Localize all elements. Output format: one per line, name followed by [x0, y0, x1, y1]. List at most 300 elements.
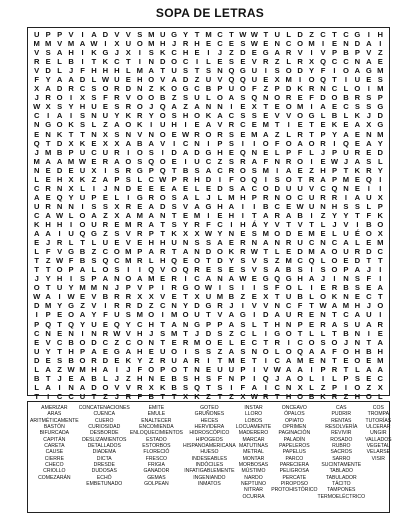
word-item: DESLIZAMIENTOS [82, 436, 127, 443]
grid-letter: Q [262, 373, 269, 383]
grid-letter: U [343, 247, 349, 257]
grid-letter: C [240, 328, 246, 338]
grid-letter: I [264, 328, 267, 338]
grid-letter: E [263, 75, 269, 85]
grid-letter: G [45, 120, 52, 130]
grid-letter: R [228, 165, 235, 175]
grid-letter: E [68, 373, 74, 383]
grid-letter: P [160, 364, 166, 374]
grid-letter: N [45, 328, 51, 338]
grid-letter: E [183, 183, 189, 193]
grid-letter: L [286, 57, 291, 67]
grid-letter: S [79, 111, 86, 121]
grid-letter: P [57, 30, 63, 39]
grid-letter: M [44, 147, 52, 157]
grid-letter: C [159, 301, 166, 311]
grid-letter: C [114, 57, 120, 67]
grid-letter: C [320, 30, 326, 39]
grid-letter: U [33, 201, 40, 211]
grid-letter: W [204, 283, 213, 293]
grid-letter: R [285, 48, 292, 58]
grid-letter: S [274, 66, 280, 76]
grid-letter: L [251, 319, 257, 329]
grid-letter: T [171, 165, 177, 175]
grid-letter: C [33, 111, 40, 121]
grid-letter: B [171, 382, 177, 392]
word-item: CAS [336, 405, 347, 411]
grid-row [31, 111, 386, 120]
grid-letter: M [262, 229, 269, 239]
grid-letter: C [274, 355, 280, 365]
word-item: TABULADOR [325, 474, 357, 481]
grid-letter: U [171, 66, 177, 76]
grid-letter: R [148, 192, 154, 202]
grid-letter: N [114, 183, 120, 193]
grid-letter: L [194, 183, 200, 193]
grid-letter: X [125, 48, 131, 58]
grid-letter: X [309, 57, 315, 67]
grid-letter: Q [365, 174, 372, 184]
grid-letter: T [160, 319, 165, 329]
grid-letter: I [321, 373, 325, 383]
grid-letter: A [114, 120, 120, 130]
grid-letter: L [34, 364, 40, 374]
grid-letter: P [354, 48, 360, 58]
grid-letter: S [263, 283, 269, 293]
grid-letter: M [125, 256, 132, 266]
grid-letter: I [310, 283, 313, 293]
word-item: CRIOLLO [43, 468, 66, 475]
grid-letter: T [183, 292, 188, 302]
grid-letter: S [354, 283, 360, 293]
grid-letter: P [148, 283, 154, 293]
grid-letter: A [194, 102, 200, 112]
grid-letter: B [171, 373, 177, 383]
grid-letter: L [355, 364, 360, 374]
grid-letter: I [241, 301, 244, 311]
grid-letter: N [91, 328, 97, 338]
grid-letter: X [114, 210, 120, 220]
grid-letter: W [330, 156, 339, 166]
word-item: ECHÓ [96, 474, 112, 481]
grid-letter: F [366, 274, 372, 284]
grid-letter: V [68, 30, 74, 39]
grid-letter: S [366, 156, 372, 166]
grid-letter: B [79, 256, 86, 266]
grid-letter: T [80, 238, 85, 248]
grid-letter: H [354, 391, 361, 401]
grid-letter: U [285, 183, 292, 193]
grid-letter: K [354, 111, 361, 121]
grid-row [31, 93, 386, 102]
grid-letter: A [228, 319, 235, 329]
grid-letter: B [366, 346, 372, 356]
grid-letter: Z [114, 337, 120, 347]
grid-letter: F [80, 66, 85, 76]
grid-letter: L [297, 283, 303, 293]
grid-letter: P [45, 30, 51, 39]
grid-letter: M [228, 192, 235, 202]
grid-row [31, 238, 386, 247]
grid-letter: Q [33, 138, 40, 148]
grid-letter: M [308, 247, 315, 257]
grid-letter: E [205, 265, 212, 275]
grid-letter: N [343, 183, 349, 193]
grid-letter: A [285, 364, 292, 374]
grid-letter: L [286, 30, 291, 39]
grid-letter: T [263, 319, 269, 329]
grid-letter: E [102, 319, 108, 329]
grid-letter: O [297, 373, 304, 383]
grid-row [31, 392, 386, 401]
word-list-frame [27, 401, 390, 513]
grid-row [31, 283, 386, 292]
grid-letter: Y [57, 301, 63, 311]
grid-letter: I [207, 355, 210, 365]
grid-letter: I [253, 283, 256, 293]
grid-letter: O [354, 84, 361, 94]
grid-letter: H [240, 192, 246, 202]
grid-letter: L [309, 147, 314, 157]
grid-letter: F [309, 93, 314, 103]
grid-letter: M [285, 75, 292, 85]
grid-letter: R [137, 229, 143, 239]
grid-letter: O [365, 391, 372, 401]
grid-letter: X [377, 192, 383, 202]
grid-letter: A [148, 201, 154, 211]
grid-letter: Y [68, 283, 74, 293]
grid-letter: A [137, 274, 143, 284]
grid-letter: R [102, 219, 109, 229]
grid-letter: Z [229, 48, 234, 58]
grid-letter: G [262, 48, 269, 58]
grid-row [31, 256, 386, 265]
grid-letter: D [125, 183, 132, 193]
grid-letter: G [308, 111, 315, 121]
grid-letter: R [56, 238, 63, 248]
grid-letter: O [148, 75, 155, 85]
grid-letter: E [114, 238, 120, 248]
grid-letter: E [251, 274, 257, 284]
grid-letter: E [205, 39, 212, 49]
grid-letter: T [343, 165, 349, 175]
grid-letter: K [354, 165, 361, 175]
grid-letter: I [241, 283, 244, 293]
grid-letter: B [366, 219, 372, 229]
grid-letter: S [137, 156, 143, 166]
grid-row [31, 175, 386, 184]
grid-letter: E [148, 183, 154, 193]
word-item: NITRAR [244, 487, 263, 494]
grid-letter: I [241, 210, 244, 220]
grid-letter: U [205, 292, 212, 302]
grid-letter: T [263, 247, 269, 257]
grid-letter: S [45, 48, 51, 58]
grid-letter: X [377, 229, 383, 239]
word-column [271, 405, 317, 500]
word-item: INSTAR [244, 405, 263, 411]
grid-letter: Q [102, 256, 109, 266]
grid-letter: R [308, 84, 315, 94]
grid-letter: B [79, 247, 86, 257]
grid-letter: R [114, 301, 120, 311]
word-column [79, 405, 130, 500]
grid-letter: N [251, 147, 258, 157]
grid-letter: E [228, 265, 234, 275]
grid-letter: S [354, 102, 360, 112]
grid-letter: T [217, 391, 223, 401]
grid-letter: E [263, 147, 269, 157]
grid-letter: X [68, 183, 74, 193]
grid-letter: E [251, 48, 257, 58]
grid-letter: P [331, 165, 338, 175]
grid-letter: T [91, 57, 97, 67]
grid-letter: O [297, 156, 304, 166]
grid-letter: V [160, 292, 166, 302]
grid-letter: U [114, 310, 120, 320]
grid-letter: N [274, 156, 280, 166]
grid-letter: N [194, 247, 200, 257]
grid-letter: T [194, 66, 200, 76]
grid-letter: U [274, 30, 280, 39]
grid-letter: S [183, 66, 189, 76]
grid-letter: Z [217, 346, 223, 356]
grid-letter: J [217, 48, 223, 58]
grid-letter: N [320, 84, 326, 94]
grid-letter: V [297, 219, 303, 229]
grid-letter: R [274, 210, 280, 220]
grid-letter: R [240, 156, 246, 166]
grid-letter: K [377, 210, 384, 220]
grid-letter: S [114, 229, 120, 239]
grid-letter: R [125, 102, 132, 112]
grid-letter: Z [229, 391, 234, 401]
grid-letter: R [137, 382, 143, 392]
grid-letter: S [251, 111, 257, 121]
grid-letter: U [251, 66, 258, 76]
grid-letter: X [148, 292, 154, 302]
grid-letter: S [240, 346, 246, 356]
grid-letter: I [47, 111, 50, 121]
grid-letter: P [68, 265, 74, 275]
grid-letter: D [377, 111, 384, 121]
grid-letter: A [33, 229, 40, 239]
grid-letter: Q [228, 66, 235, 76]
grid-letter: Z [148, 355, 154, 365]
grid-letter: J [149, 328, 154, 338]
grid-letter: O [262, 346, 269, 356]
grid-letter: A [354, 66, 361, 76]
word-item: PARECIERA [279, 462, 309, 469]
grid-letter: C [285, 301, 292, 311]
grid-letter: R [354, 247, 361, 257]
grid-letter: E [274, 102, 280, 112]
grid-letter: V [274, 111, 280, 121]
grid-letter: K [125, 355, 132, 365]
grid-letter: I [253, 373, 256, 383]
grid-letter: A [354, 310, 361, 320]
word-item: CARETA [44, 443, 65, 450]
grid-letter: U [125, 39, 132, 49]
word-item: VELARSE [366, 449, 391, 456]
grid-letter: S [79, 274, 86, 284]
grid-letter: O [136, 147, 143, 157]
grid-row [31, 292, 386, 301]
word-item: TERMOELÉCTRICO [317, 493, 366, 500]
grid-letter: S [91, 201, 97, 211]
grid-letter: S [320, 337, 326, 347]
grid-letter: M [67, 156, 75, 166]
grid-letter: C [274, 382, 280, 392]
grid-letter: M [148, 30, 155, 39]
grid-letter: N [354, 328, 361, 338]
grid-letter: N [33, 120, 40, 130]
grid-letter: J [320, 147, 326, 157]
grid-letter: J [343, 156, 349, 166]
grid-row [31, 57, 386, 66]
grid-letter: S [114, 265, 120, 275]
grid-letter: C [33, 210, 40, 220]
grid-letter: E [160, 274, 166, 284]
grid-letter: X [79, 93, 86, 103]
grid-letter: I [333, 274, 336, 284]
grid-letter: W [250, 39, 258, 49]
grid-letter: O [159, 156, 166, 166]
grid-letter: T [57, 346, 62, 356]
grid-letter: A [148, 138, 154, 148]
grid-letter: I [207, 48, 210, 58]
grid-letter: Z [103, 229, 108, 239]
grid-letter: I [69, 93, 73, 103]
grid-letter: A [228, 346, 235, 356]
grid-letter: Y [91, 310, 97, 320]
grid-letter: D [354, 256, 361, 266]
grid-letter: D [125, 84, 132, 94]
grid-letter: I [115, 364, 118, 374]
grid-letter: L [309, 328, 314, 338]
grid-letter: Y [45, 75, 51, 85]
word-item: METRAL [243, 449, 264, 456]
grid-letter: H [182, 48, 189, 58]
grid-letter: V [263, 364, 269, 374]
grid-letter: U [159, 346, 166, 356]
grid-letter: H [274, 319, 280, 329]
grid-letter: I [161, 310, 164, 320]
word-item: RENTAS [331, 417, 352, 424]
grid-letter: I [310, 210, 313, 220]
grid-letter: M [377, 66, 384, 76]
grid-letter: K [320, 391, 326, 401]
grid-letter: V [125, 229, 131, 239]
grid-letter: U [194, 310, 200, 320]
grid-letter: O [171, 57, 178, 67]
grid-letter: I [230, 102, 233, 112]
grid-letter: T [217, 355, 223, 365]
grid-letter: H [159, 39, 166, 49]
grid-letter: E [148, 346, 154, 356]
grid-letter: T [377, 292, 383, 302]
word-item: EMBETUNADO [86, 481, 123, 488]
grid-letter: C [217, 30, 223, 39]
grid-letter: K [91, 48, 97, 58]
grid-row [31, 310, 386, 319]
grid-letter: S [57, 102, 63, 112]
grid-letter: F [274, 283, 280, 293]
grid-letter: B [56, 147, 63, 157]
grid-letter: W [296, 201, 304, 211]
grid-letter: A [102, 274, 109, 284]
grid-letter: U [68, 229, 74, 239]
grid-letter: Z [194, 75, 200, 85]
word-column [183, 405, 236, 500]
grid-letter: D [297, 30, 303, 39]
grid-letter: N [56, 201, 63, 211]
grid-letter: R [331, 364, 338, 374]
grid-letter: Z [171, 93, 177, 103]
grid-letter: V [286, 111, 292, 121]
grid-letter: L [217, 192, 223, 202]
grid-letter: Q [239, 75, 246, 85]
grid-letter: R [68, 84, 74, 94]
grid-letter: U [194, 156, 200, 166]
grid-row [31, 39, 386, 48]
grid-letter: Q [239, 147, 246, 157]
grid-letter: B [228, 292, 235, 302]
grid-letter: Y [45, 346, 51, 356]
grid-letter: E [354, 174, 360, 184]
grid-letter: M [308, 39, 315, 49]
grid-letter: P [331, 147, 338, 157]
grid-letter: H [240, 219, 246, 229]
grid-letter: T [183, 364, 188, 374]
grid-letter: U [343, 229, 349, 239]
grid-letter: O [285, 328, 292, 338]
grid-letter: I [379, 183, 382, 193]
grid-letter: T [57, 319, 62, 329]
grid-letter: O [216, 247, 223, 257]
grid-letter: S [240, 111, 246, 121]
grid-letter: S [205, 346, 212, 356]
grid-letter: T [251, 210, 257, 220]
grid-letter: T [45, 265, 51, 275]
word-item: RUBRO [332, 443, 351, 450]
grid-letter: J [343, 337, 349, 347]
grid-letter: I [92, 183, 96, 193]
word-item: PAPELEROS [279, 443, 310, 450]
grid-letter: F [103, 93, 108, 103]
grid-letter: R [125, 301, 132, 311]
grid-letter: Y [183, 30, 189, 39]
word-item: INGENIANDO [193, 474, 226, 481]
grid-letter: L [80, 183, 85, 193]
grid-letter: E [45, 57, 51, 67]
grid-letter: A [182, 147, 189, 157]
grid-letter: R [285, 93, 292, 103]
grid-letter: V [57, 39, 63, 49]
grid-letter: O [79, 337, 86, 347]
grid-letter: N [217, 66, 223, 76]
grid-letter: P [274, 84, 280, 94]
grid-letter: T [332, 310, 337, 320]
grid-letter: F [206, 219, 211, 229]
grid-letter: E [366, 75, 372, 85]
grid-letter: K [102, 57, 109, 67]
grid-letter: V [125, 238, 131, 248]
grid-letter: O [354, 382, 361, 392]
grid-letter: Q [251, 174, 258, 184]
grid-letter: A [240, 183, 246, 193]
grid-letter: J [34, 274, 39, 284]
